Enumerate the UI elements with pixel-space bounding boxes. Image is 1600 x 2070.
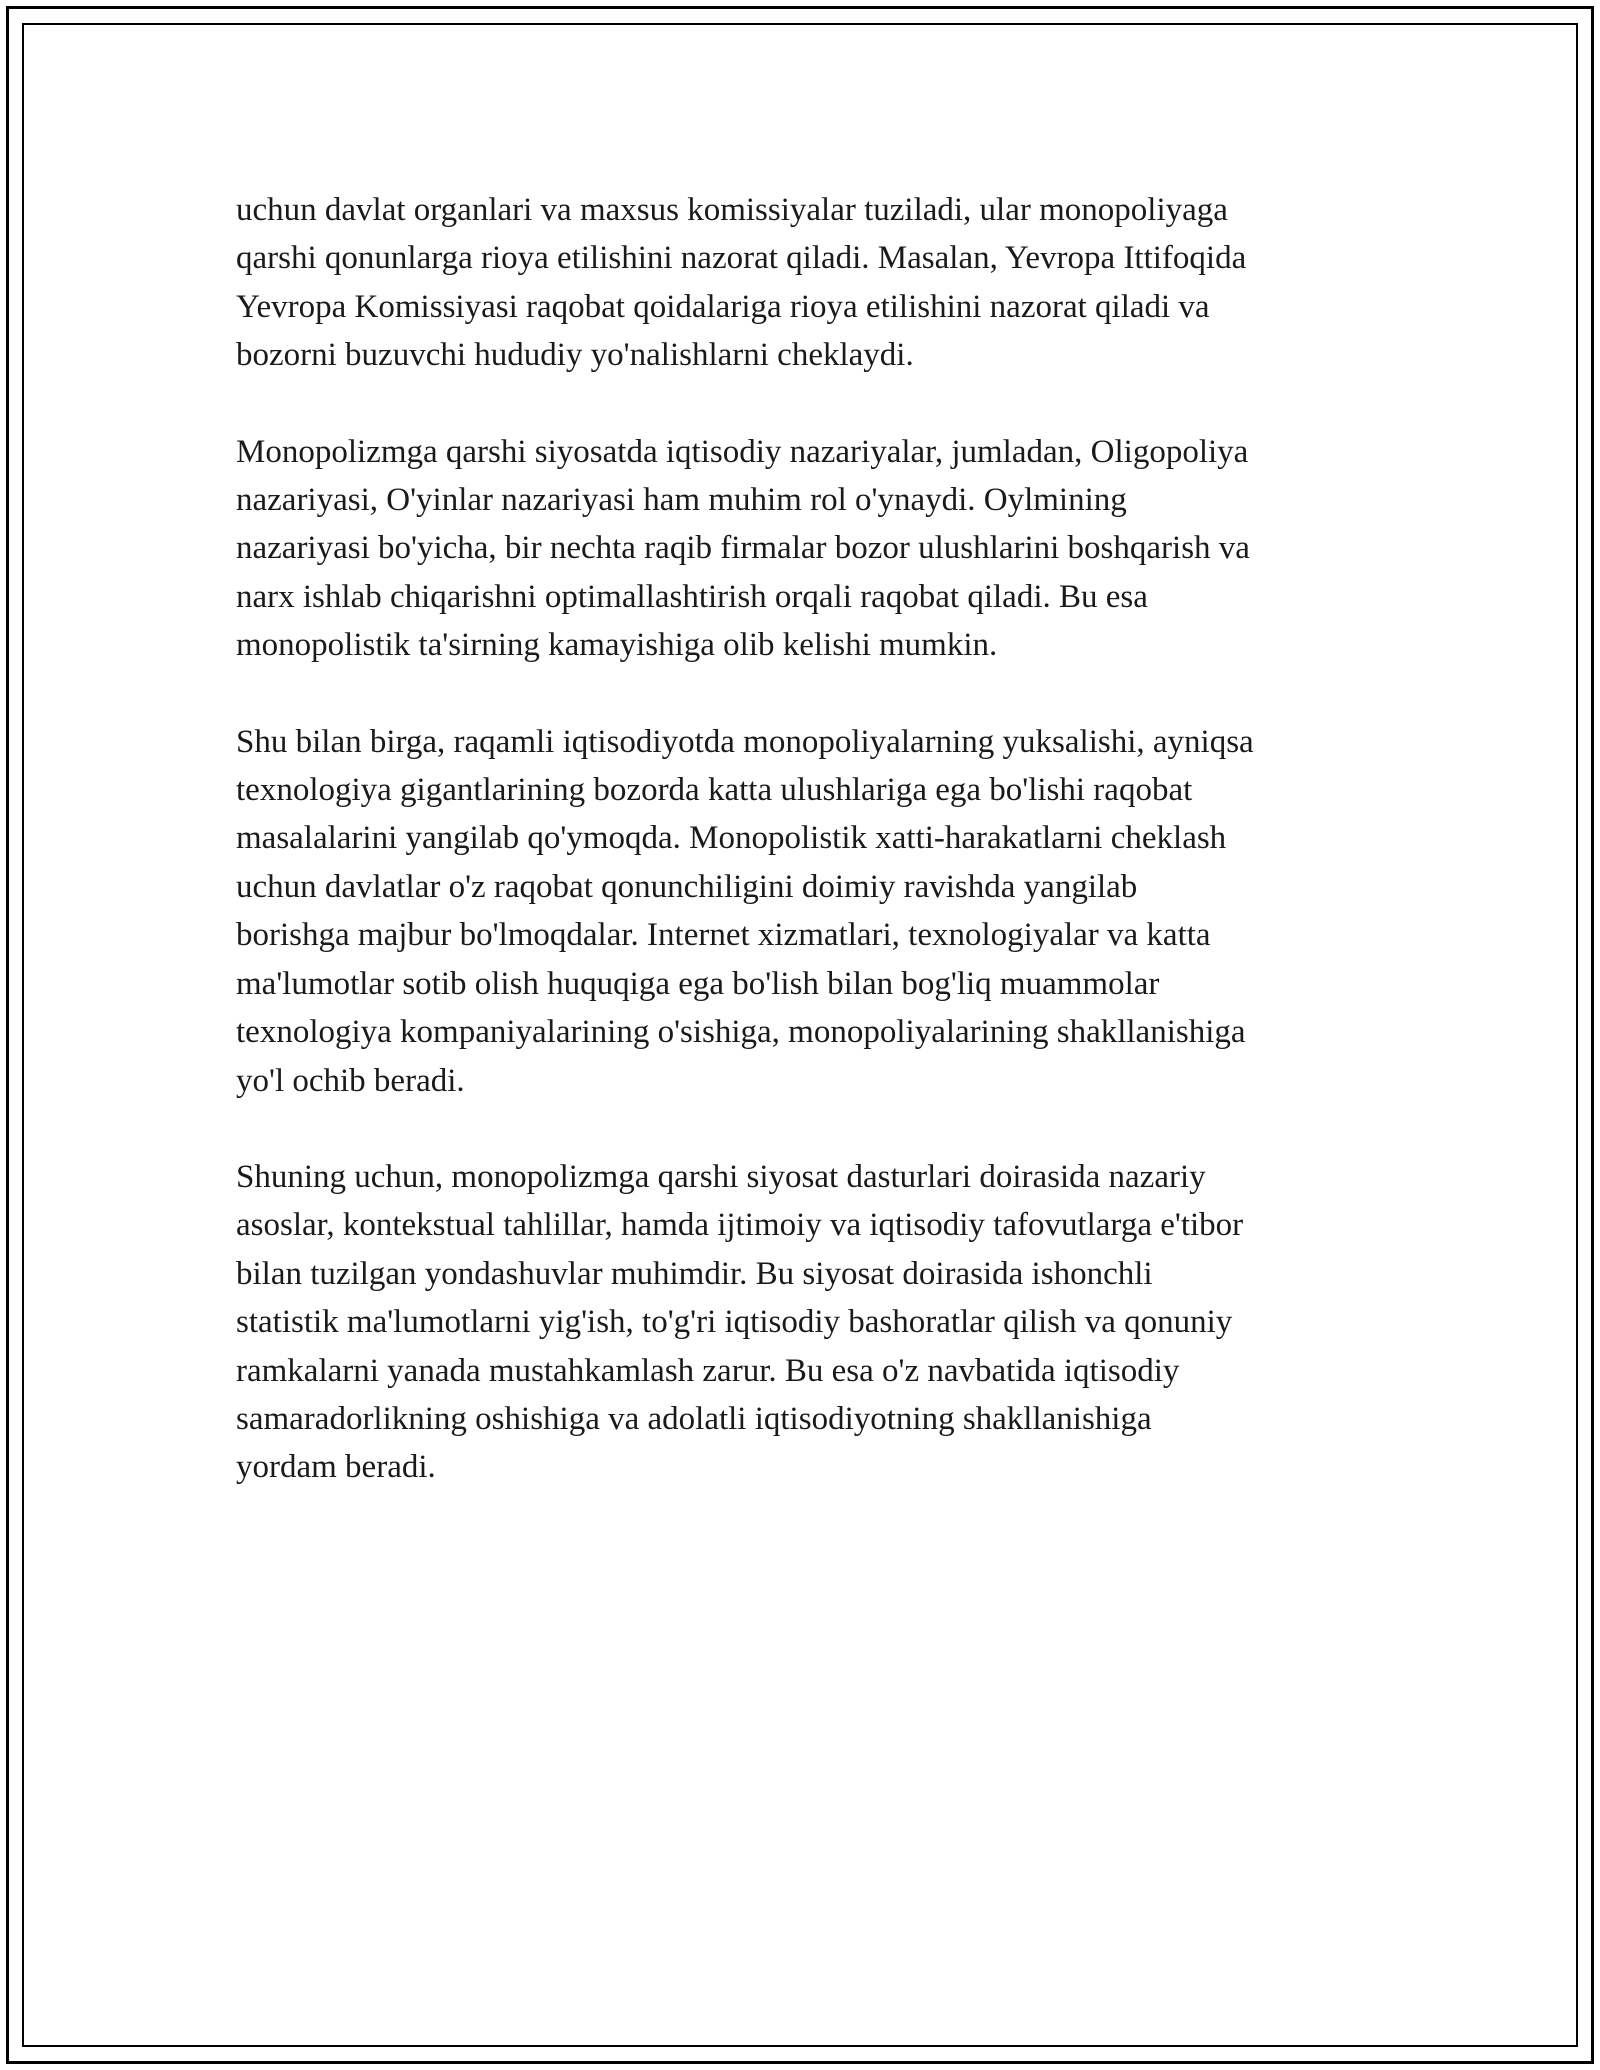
- text-line: Shu bilan birga, raqamli iqtisodiyotda monopoliyalarning yuksalishi, ayniqsa: [236, 723, 1254, 760]
- paragraph-2: [236, 428, 1386, 670]
- text-line: samaradorlikning oshishiga va adolatli iqtisodiyotning shakllanishiga: [236, 1400, 1152, 1437]
- text-line: Monopolizmga qarshi siyosatda iqtisodiy nazariyalar, jumladan, Oligopoliya: [236, 433, 1249, 470]
- paragraph-4: [236, 1153, 1386, 1492]
- text-line: ramkalarni yanada mustahkamlash zarur. Bu esa o'z navbatida iqtisodiy: [236, 1352, 1180, 1389]
- text-line: monopolistik ta'sirning kamayishiga olib kelishi mumkin.: [236, 627, 998, 664]
- text-line: texnologiya gigantlarining bozorda katta ulushlariga ega bo'lishi raqobat: [236, 772, 1193, 809]
- text-line: borishga majbur bo'lmoqdalar. Internet xizmatlari, texnologiyalar va katta: [236, 917, 1211, 954]
- document-body: [236, 186, 1386, 1540]
- paragraph-1: [236, 186, 1386, 380]
- text-line: narx ishlab chiqarishni optimallashtirish orqali raqobat qiladi. Bu esa: [236, 578, 1148, 615]
- text-line: bozorni buzuvchi hududiy yo'nalishlarni cheklaydi.: [236, 337, 914, 374]
- text-line: uchun davlatlar o'z raqobat qonunchiligini doimiy ravishda yangilab: [236, 868, 1138, 905]
- text-line: uchun davlat organlari va maxsus komissiyalar tuziladi, ular monopoliyaga: [236, 192, 1228, 228]
- text-line: Yevropa Komissiyasi raqobat qoidalariga rioya etilishini nazorat qiladi va: [236, 288, 1210, 325]
- text-line: yo'l ochib beradi.: [236, 1062, 465, 1099]
- text-line: masalalarini yangilab qo'ymoqda. Monopolistik xatti-harakatlarni cheklash: [236, 820, 1227, 857]
- paragraph-3: [236, 718, 1386, 1105]
- text-line: asoslar, kontekstual tahlillar, hamda ijtimoiy va iqtisodiy tafovutlarga e'tibor: [236, 1207, 1244, 1244]
- text-line: yordam beradi.: [236, 1449, 436, 1486]
- text-line: bilan tuzilgan yondashuvlar muhimdir. Bu siyosat doirasida ishonchli: [236, 1255, 1153, 1292]
- text-line: qarshi qonunlarga rioya etilishini nazorat qiladi. Masalan, Yevropa Ittifoqida: [236, 240, 1247, 277]
- text-line: Shuning uchun, monopolizmga qarshi siyosat dasturlari doirasida nazariy: [236, 1158, 1206, 1195]
- text-line: statistik ma'lumotlarni yig'ish, to'g'ri iqtisodiy bashoratlar qilish va qonuniy: [236, 1304, 1233, 1341]
- text-line: nazariyasi, O'yinlar nazariyasi ham muhim rol o'ynaydi. Oylmining: [236, 482, 1127, 519]
- text-line: ma'lumotlar sotib olish huquqiga ega bo'lish bilan bog'liq muammolar: [236, 965, 1160, 1002]
- text-line: texnologiya kompaniyalarining o'sishiga, monopoliyalarining shakllanishiga: [236, 1014, 1246, 1051]
- text-line: nazariyasi bo'yicha, bir nechta raqib firmalar bozor ulushlarini boshqarish va: [236, 530, 1250, 567]
